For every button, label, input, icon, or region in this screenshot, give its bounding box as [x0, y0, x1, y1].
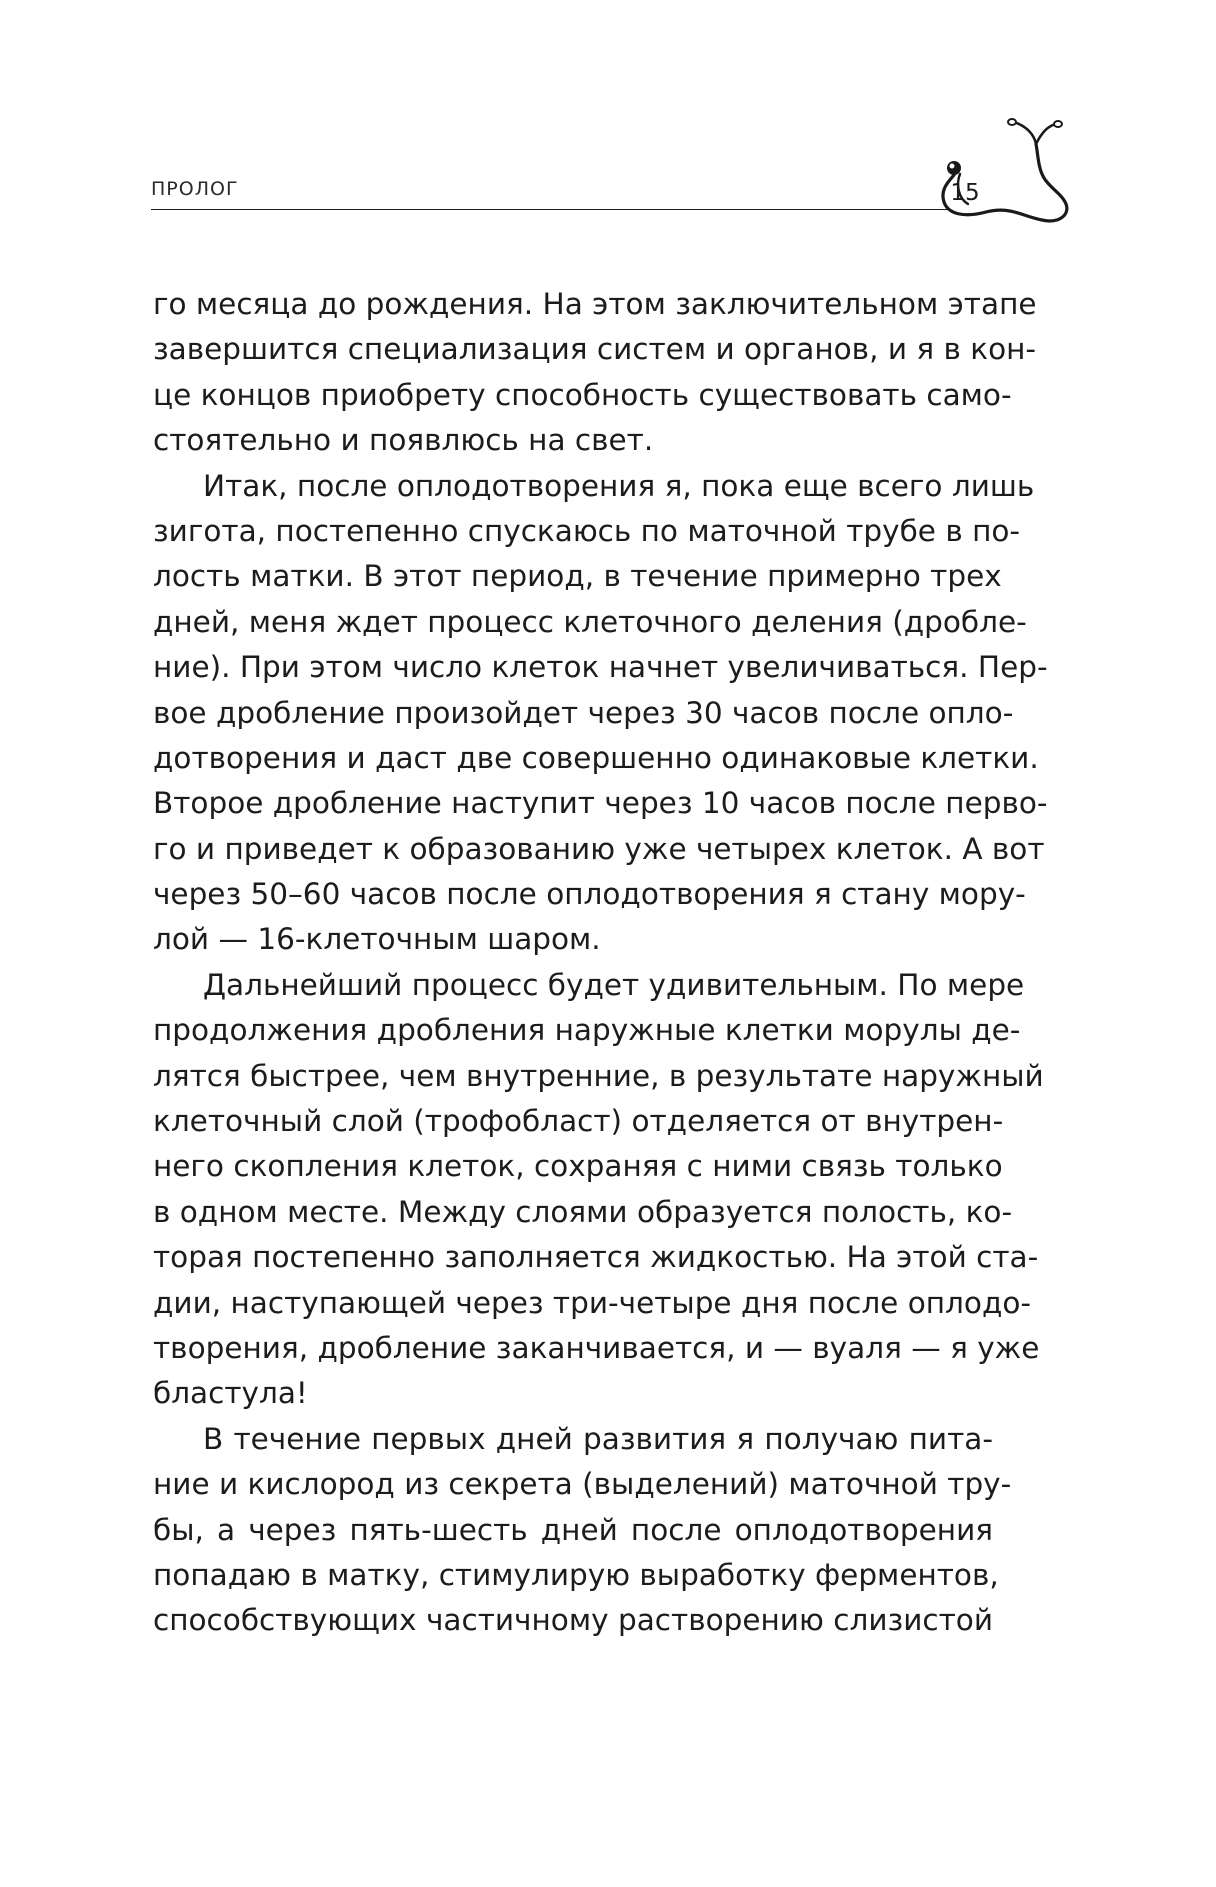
- text-line: способствующих частичному растворению слизистой: [153, 1603, 993, 1638]
- text-line: лой — 16-клеточным шаром.: [153, 922, 601, 957]
- text-line: лость матки. В этот период, в течение примерно трех: [153, 559, 1002, 594]
- text-line: Итак, после оплодотворения я, пока еще всего лишь: [203, 468, 1035, 503]
- text-line: дотворения и даст две совершенно одинаковые клетки.: [153, 740, 1039, 775]
- text-line: Дальнейший процесс будет удивительным. По мере: [203, 967, 1025, 1002]
- text-line: торая постепенно заполняется жидкостью. На этой ста-: [153, 1240, 1039, 1275]
- text-line: творения, дробление заканчивается, и — вуаля — я уже: [153, 1330, 1040, 1365]
- text-line: лятся быстрее, чем внутренние, в результате наружный: [153, 1058, 1044, 1093]
- text-line: бы, а через пять-шесть дней после оплодотворения: [153, 1512, 993, 1547]
- text-line: В течение первых дней развития я получаю пита-: [203, 1421, 993, 1456]
- text-line: ние и кислород из секрета (выделений) маточной тру-: [153, 1467, 1012, 1502]
- text-line: це концов приобрету способность существовать само-: [153, 377, 1012, 412]
- text-line: вое дробление произойдет через 30 часов после опло-: [153, 695, 1014, 730]
- text-line: дней, меня ждет процесс клеточного деления (дробле-: [153, 604, 1027, 639]
- text-line: дии, наступающей через три-четыре дня после оплодо-: [153, 1285, 1032, 1320]
- text-line: него скопления клеток, сохраняя с ними связь только: [153, 1149, 1003, 1184]
- page-number: 15: [950, 180, 980, 206]
- chapter-title: ПРОЛОГ: [151, 178, 239, 200]
- text-line: бластула!: [153, 1376, 308, 1411]
- running-header: [151, 178, 961, 206]
- text-line: зигота, постепенно спускаюсь по маточной трубе в по-: [153, 513, 1021, 548]
- text-line: клеточный слой (трофобласт) отделяется от внутрен-: [153, 1104, 1004, 1139]
- stethoscope-icon: [930, 118, 1070, 230]
- text-line: Второе дробление наступит через 10 часов после перво-: [153, 786, 1048, 821]
- text-line: продолжения дробления наружные клетки морулы де-: [153, 1013, 1021, 1048]
- text-line: через 50–60 часов после оплодотворения я стану мору-: [153, 877, 1026, 912]
- body-text: [153, 282, 1048, 1644]
- text-line: стоятельно и появлюсь на свет.: [153, 423, 654, 458]
- text-line: го месяца до рождения. На этом заключительном этапе: [153, 287, 1037, 321]
- text-line: завершится специализация систем и органов, и я в кон-: [153, 332, 1037, 367]
- text-line: го и приведет к образованию уже четырех клеток. А вот: [153, 831, 1045, 866]
- text-line: ние). При этом число клеток начнет увеличиваться. Пер-: [153, 650, 1048, 685]
- text-line: попадаю в матку, стимулирую выработку ферментов,: [153, 1557, 999, 1592]
- text-line: в одном месте. Между слоями образуется полость, ко-: [153, 1194, 1013, 1229]
- header-rule: [151, 209, 951, 210]
